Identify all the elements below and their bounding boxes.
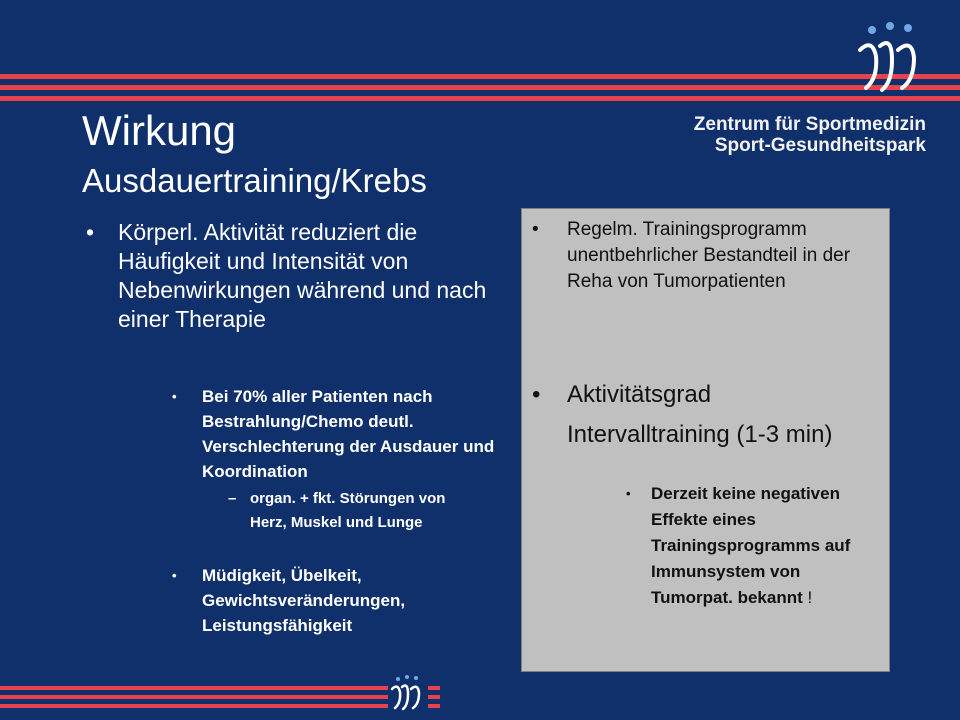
sportmedizin-logo-icon [852,16,932,96]
center-name [694,114,926,156]
box-bullet-2-line1: Aktivitätsgrad [567,381,712,408]
box-bullet-1 [532,217,877,295]
sub-bullet-1-text: Bei 70% aller Patienten nach Bestrahlung/Chemo deutl. Verschlechterung der Ausdauer und Koordination [202,387,495,481]
sub-bullet-2-text: Müdigkeit, Übelkeit, Gewichtsveränderungen, Leistungsfähigkeit [202,566,406,635]
box-sub-bullet-end: ! [807,588,813,607]
bullet-marker: • [532,219,539,240]
center-name-line1: Zentrum für Sportmedizin [693,114,926,135]
main-bullet [82,218,502,334]
footer-stripes [0,686,440,716]
sub-sub-bullet [228,487,480,535]
center-name-line2: Sport-Gesundheitspark [714,135,926,156]
page-subtitle: Ausdauertraining/Krebs [82,162,427,199]
page-title: Wirkung [82,107,237,154]
bullet-marker: • [172,568,177,583]
bullet-marker: • [172,389,177,404]
main-bullet-text: Körperl. Aktivität reduziert die Häufigkeit und Intensität von Nebenwirkungen während und nach einer Therapie [118,219,487,332]
sportmedizin-logo-small-icon [388,670,428,714]
sub-sub-bullet-text: organ. + fkt. Störungen von Herz, Muskel und Lunge [250,490,446,531]
bullet-marker: • [532,381,541,408]
sub-bullet-2 [172,563,492,638]
box-bullet-2 [532,375,887,455]
left-content [82,218,502,638]
box-sub-bullet-text: Derzeit keine negativen Effekte eines Trainingsprogramms auf Immunsystem von Tumorpat. bekannt [651,484,851,607]
box-bullet-1-text: Regelm. Trainingsprogramm unentbehrlicher Bestandteil in der Reha von Tumorpatienten [567,219,851,292]
box-sub-bullet [626,481,876,611]
info-box [521,208,890,672]
bullet-marker: • [86,219,95,245]
sub-bullet-1 [172,384,502,484]
dash-marker: – [228,490,237,507]
bullet-marker: • [626,486,631,501]
box-bullet-2-line2: Intervalltraining (1-3 min) [567,421,833,448]
